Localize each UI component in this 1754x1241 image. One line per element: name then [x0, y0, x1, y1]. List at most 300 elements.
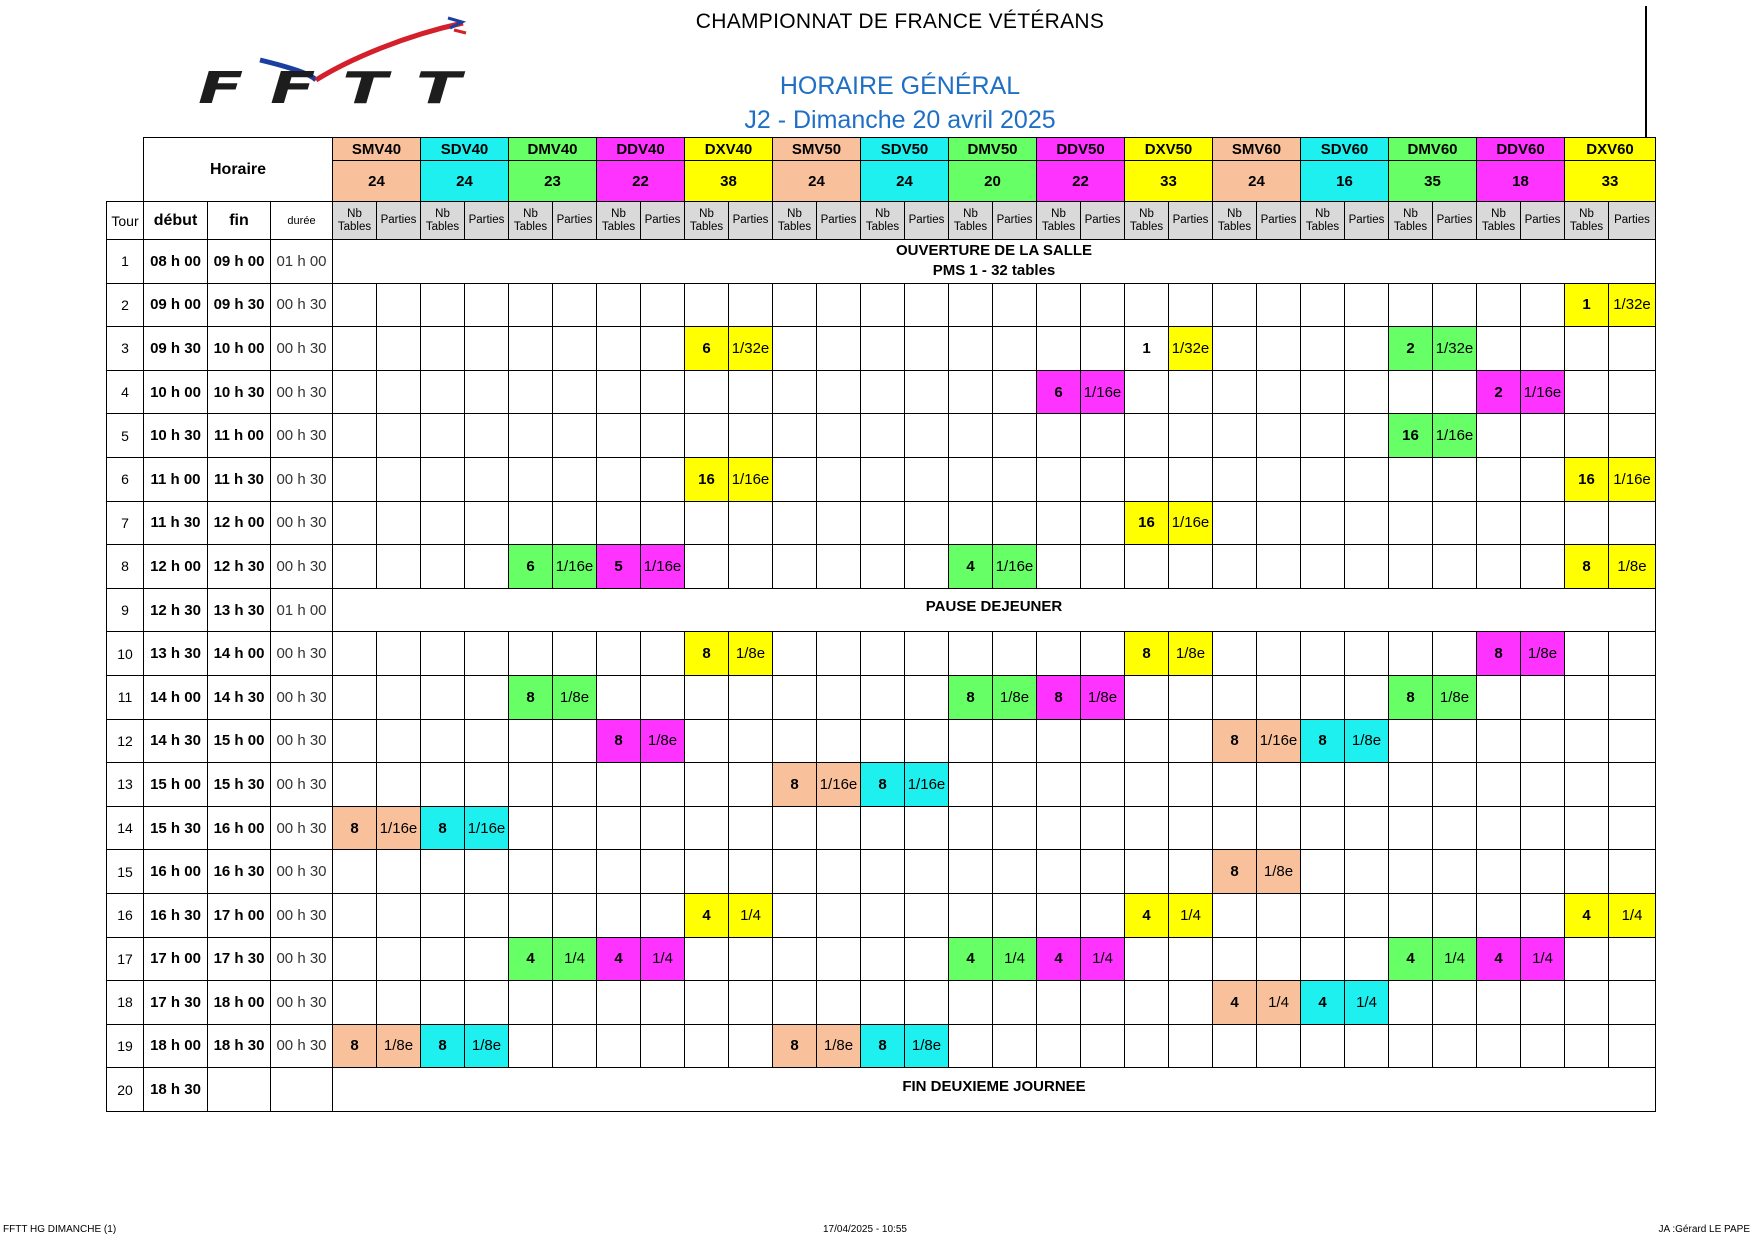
tour-number: 11 — [107, 675, 144, 719]
phase-cell — [993, 1024, 1037, 1068]
phase-cell — [1257, 1024, 1301, 1068]
duration: 00 h 30 — [271, 981, 333, 1025]
phase-cell — [465, 937, 509, 981]
duration — [271, 1068, 333, 1112]
phase-cell: 1/8e — [1609, 545, 1656, 589]
nb-tables-cell — [421, 937, 465, 981]
tour-number: 4 — [107, 370, 144, 414]
nb-tables-cell — [333, 893, 377, 937]
nb-tables-cell — [597, 893, 641, 937]
nb-tables-cell — [685, 283, 729, 327]
nb-tables-cell — [949, 981, 993, 1025]
phase-cell — [1257, 327, 1301, 371]
phase-cell — [1345, 937, 1389, 981]
nb-tables-cell — [1565, 1024, 1609, 1068]
special-event — [333, 588, 1656, 632]
phase-cell — [641, 457, 685, 501]
category-sdv50: SDV50 — [861, 138, 949, 161]
phase-cell — [1345, 545, 1389, 589]
phase-cell — [817, 545, 861, 589]
nb-tables-cell: 8 — [1125, 632, 1169, 676]
nb-tables-cell — [1301, 283, 1345, 327]
phase-cell — [1169, 283, 1213, 327]
nb-tables-cell: 8 — [1389, 675, 1433, 719]
phase-cell — [817, 675, 861, 719]
nb-tables-cell: 8 — [421, 1024, 465, 1068]
phase-cell — [377, 937, 421, 981]
phase-cell — [905, 545, 949, 589]
phase-cell: 1/8e — [641, 719, 685, 763]
nb-tables-cell — [509, 457, 553, 501]
special-event — [333, 1068, 1656, 1112]
nb-tables-cell — [509, 719, 553, 763]
nb-tables-cell: 4 — [1301, 981, 1345, 1025]
nb-tables-cell — [333, 937, 377, 981]
nb-tables-cell: 8 — [685, 632, 729, 676]
duration: 00 h 30 — [271, 457, 333, 501]
phase-cell — [1081, 806, 1125, 850]
category-ddv50: DDV50 — [1037, 138, 1125, 161]
schedule-row — [107, 675, 1656, 719]
nb-tables-cell — [1389, 1024, 1433, 1068]
sub-header-nb-tables: Nb Tables — [597, 202, 641, 240]
sub-header-parties: Parties — [1081, 202, 1125, 240]
phase-cell: 1/16e — [465, 806, 509, 850]
sub-header-nb-tables: Nb Tables — [773, 202, 817, 240]
phase-cell — [465, 327, 509, 371]
nb-tables-cell — [773, 501, 817, 545]
nb-tables-cell: 4 — [1477, 937, 1521, 981]
phase-cell — [1169, 1024, 1213, 1068]
nb-tables-cell — [333, 675, 377, 719]
special-event-label: FIN DEUXIEME JOURNEE — [902, 1077, 1086, 1095]
fin-header: fin — [208, 202, 271, 240]
blank-corner — [107, 138, 144, 202]
nb-tables-cell — [509, 806, 553, 850]
phase-cell — [905, 719, 949, 763]
phase-cell — [1345, 327, 1389, 371]
phase-cell — [1257, 545, 1301, 589]
phase-cell — [905, 501, 949, 545]
nb-tables-cell — [1125, 457, 1169, 501]
nb-tables-cell — [773, 893, 817, 937]
phase-cell — [1609, 675, 1656, 719]
fftt-logo — [198, 8, 498, 106]
nb-tables-cell — [1125, 763, 1169, 807]
phase-cell — [1169, 457, 1213, 501]
nb-tables-cell — [773, 327, 817, 371]
phase-cell — [1081, 632, 1125, 676]
phase-cell — [1345, 850, 1389, 894]
nb-tables-cell — [1213, 283, 1257, 327]
nb-tables-cell: 1 — [1125, 327, 1169, 371]
phase-cell — [729, 545, 773, 589]
phase-cell — [641, 632, 685, 676]
start-time: 15 h 30 — [144, 806, 208, 850]
special-event-label: OUVERTURE DE LA SALLE — [895, 242, 1093, 260]
championship-title: CHAMPIONNAT DE FRANCE VÉTÉRANS — [695, 10, 1105, 33]
nb-tables-cell — [949, 850, 993, 894]
nb-tables-cell — [509, 893, 553, 937]
nb-tables-cell — [685, 719, 729, 763]
nb-tables-cell: 8 — [949, 675, 993, 719]
schedule-row — [107, 457, 1656, 501]
phase-cell: 1/4 — [1521, 937, 1565, 981]
phase-cell — [553, 370, 597, 414]
nb-tables-cell: 16 — [1565, 457, 1609, 501]
nb-tables-cell — [773, 545, 817, 589]
nb-tables-cell — [421, 893, 465, 937]
nb-tables-cell: 8 — [1565, 545, 1609, 589]
nb-tables-cell — [1565, 327, 1609, 371]
nb-tables-cell — [1213, 937, 1257, 981]
nb-tables-cell — [1389, 283, 1433, 327]
phase-cell — [1081, 850, 1125, 894]
schedule-row — [107, 806, 1656, 850]
phase-cell — [377, 675, 421, 719]
tour-number: 18 — [107, 981, 144, 1025]
end-time: 18 h 00 — [208, 981, 271, 1025]
phase-cell: 1/4 — [1081, 937, 1125, 981]
nb-tables-cell — [1213, 327, 1257, 371]
end-time: 17 h 00 — [208, 893, 271, 937]
nb-tables-cell — [1477, 327, 1521, 371]
phase-cell — [905, 675, 949, 719]
nb-tables-cell — [421, 327, 465, 371]
nb-tables-cell — [421, 763, 465, 807]
start-time: 14 h 30 — [144, 719, 208, 763]
nb-tables-cell — [1125, 675, 1169, 719]
sub-header-nb-tables: Nb Tables — [861, 202, 905, 240]
nb-tables-cell — [1125, 370, 1169, 414]
phase-cell — [1257, 937, 1301, 981]
phase-cell — [905, 327, 949, 371]
nb-tables-cell — [509, 283, 553, 327]
tour-number: 9 — [107, 588, 144, 632]
sub-header-parties: Parties — [377, 202, 421, 240]
phase-cell: 1/4 — [729, 893, 773, 937]
nb-tables-cell — [685, 414, 729, 458]
nb-tables-cell — [333, 327, 377, 371]
phase-cell — [377, 719, 421, 763]
category-count-dxv40: 38 — [685, 161, 773, 202]
phase-cell — [817, 981, 861, 1025]
nb-tables-cell — [1037, 414, 1081, 458]
schedule-row — [107, 981, 1656, 1025]
nb-tables-cell — [1389, 457, 1433, 501]
start-time: 08 h 00 — [144, 240, 208, 284]
nb-tables-cell — [597, 370, 641, 414]
phase-cell — [1521, 545, 1565, 589]
phase-cell — [817, 937, 861, 981]
debut-header: début — [144, 202, 208, 240]
phase-cell: 1/4 — [641, 937, 685, 981]
phase-cell — [1521, 1024, 1565, 1068]
start-time: 16 h 00 — [144, 850, 208, 894]
duration: 00 h 30 — [271, 675, 333, 719]
phase-cell — [1609, 850, 1656, 894]
tour-number: 8 — [107, 545, 144, 589]
nb-tables-cell — [597, 1024, 641, 1068]
nb-tables-cell — [773, 370, 817, 414]
start-time: 18 h 00 — [144, 1024, 208, 1068]
phase-cell — [553, 981, 597, 1025]
phase-cell — [1081, 501, 1125, 545]
nb-tables-cell: 6 — [1037, 370, 1081, 414]
phase-cell: 1/8e — [993, 675, 1037, 719]
phase-cell — [993, 501, 1037, 545]
nb-tables-cell: 5 — [597, 545, 641, 589]
phase-cell — [553, 501, 597, 545]
nb-tables-cell — [861, 850, 905, 894]
nb-tables-cell — [861, 675, 905, 719]
right-border-line — [1645, 6, 1647, 138]
sub-header-nb-tables: Nb Tables — [1301, 202, 1345, 240]
nb-tables-cell: 8 — [509, 675, 553, 719]
schedule-row — [107, 327, 1656, 371]
nb-tables-cell — [421, 545, 465, 589]
nb-tables-cell: 4 — [1125, 893, 1169, 937]
end-time: 16 h 00 — [208, 806, 271, 850]
phase-cell — [1521, 327, 1565, 371]
phase-cell — [729, 937, 773, 981]
phase-cell: 1/4 — [1433, 937, 1477, 981]
nb-tables-cell — [1477, 283, 1521, 327]
nb-tables-cell — [1125, 1024, 1169, 1068]
nb-tables-cell — [333, 501, 377, 545]
phase-cell — [641, 1024, 685, 1068]
tour-number: 12 — [107, 719, 144, 763]
category-dmv50: DMV50 — [949, 138, 1037, 161]
nb-tables-cell — [949, 327, 993, 371]
tour-number: 17 — [107, 937, 144, 981]
nb-tables-cell — [509, 1024, 553, 1068]
phase-cell — [1433, 719, 1477, 763]
nb-tables-cell — [685, 937, 729, 981]
phase-cell — [993, 414, 1037, 458]
schedule-row — [107, 763, 1656, 807]
phase-cell — [729, 719, 773, 763]
sub-header-nb-tables: Nb Tables — [1213, 202, 1257, 240]
nb-tables-cell — [685, 1024, 729, 1068]
nb-tables-cell — [1389, 850, 1433, 894]
phase-cell — [729, 981, 773, 1025]
phase-cell — [465, 981, 509, 1025]
phase-cell — [1081, 763, 1125, 807]
tour-number: 19 — [107, 1024, 144, 1068]
schedule-row — [107, 501, 1656, 545]
nb-tables-cell — [861, 545, 905, 589]
nb-tables-cell: 16 — [1125, 501, 1169, 545]
phase-cell — [465, 850, 509, 894]
phase-cell — [1345, 457, 1389, 501]
nb-tables-cell — [597, 806, 641, 850]
duration: 00 h 30 — [271, 893, 333, 937]
nb-tables-cell — [421, 283, 465, 327]
tour-number: 15 — [107, 850, 144, 894]
nb-tables-cell — [1301, 632, 1345, 676]
phase-cell: 1/16e — [729, 457, 773, 501]
phase-cell — [1169, 806, 1213, 850]
nb-tables-cell: 8 — [1037, 675, 1081, 719]
phase-cell — [465, 632, 509, 676]
nb-tables-cell — [1389, 501, 1433, 545]
end-time: 17 h 30 — [208, 937, 271, 981]
phase-cell — [1433, 457, 1477, 501]
sub-header-nb-tables: Nb Tables — [1477, 202, 1521, 240]
nb-tables-cell — [1565, 675, 1609, 719]
sub-header-parties: Parties — [1345, 202, 1389, 240]
tour-number: 1 — [107, 240, 144, 284]
nb-tables-cell — [421, 501, 465, 545]
nb-tables-cell — [861, 981, 905, 1025]
phase-cell — [729, 806, 773, 850]
phase-cell — [905, 806, 949, 850]
category-count-ddv60: 18 — [1477, 161, 1565, 202]
nb-tables-cell — [861, 457, 905, 501]
start-time: 14 h 00 — [144, 675, 208, 719]
nb-tables-cell — [685, 501, 729, 545]
nb-tables-cell: 8 — [773, 1024, 817, 1068]
nb-tables-cell — [1565, 370, 1609, 414]
phase-cell — [641, 850, 685, 894]
phase-cell — [1257, 763, 1301, 807]
nb-tables-cell — [1125, 545, 1169, 589]
phase-cell: 1/8e — [905, 1024, 949, 1068]
nb-tables-cell — [1477, 806, 1521, 850]
category-count-ddv40: 22 — [597, 161, 685, 202]
nb-tables-cell — [685, 370, 729, 414]
nb-tables-cell — [1125, 283, 1169, 327]
phase-cell — [817, 283, 861, 327]
sub-header-parties: Parties — [465, 202, 509, 240]
sub-header-row — [107, 202, 1656, 240]
sub-header-parties: Parties — [641, 202, 685, 240]
nb-tables-cell — [1301, 414, 1345, 458]
phase-cell — [377, 850, 421, 894]
sub-header-nb-tables: Nb Tables — [1565, 202, 1609, 240]
sub-header-nb-tables: Nb Tables — [421, 202, 465, 240]
nb-tables-cell — [333, 283, 377, 327]
nb-tables-cell — [333, 719, 377, 763]
phase-cell — [1169, 719, 1213, 763]
nb-tables-cell — [509, 763, 553, 807]
nb-tables-cell — [1565, 981, 1609, 1025]
end-time: 11 h 30 — [208, 457, 271, 501]
nb-tables-cell — [861, 937, 905, 981]
phase-cell — [553, 327, 597, 371]
category-ddv40: DDV40 — [597, 138, 685, 161]
nb-tables-cell — [949, 457, 993, 501]
phase-cell — [729, 1024, 773, 1068]
nb-tables-cell: 4 — [509, 937, 553, 981]
phase-cell: 1/16e — [553, 545, 597, 589]
nb-tables-cell — [1477, 763, 1521, 807]
nb-tables-cell: 8 — [861, 1024, 905, 1068]
phase-cell — [377, 501, 421, 545]
duration: 00 h 30 — [271, 850, 333, 894]
tour-header: Tour — [107, 202, 144, 240]
page-date: J2 - Dimanche 20 avril 2025 — [744, 106, 1056, 134]
duration: 00 h 30 — [271, 719, 333, 763]
phase-cell — [465, 457, 509, 501]
nb-tables-cell: 8 — [1213, 719, 1257, 763]
end-time: 09 h 30 — [208, 283, 271, 327]
phase-cell: 1/32e — [729, 327, 773, 371]
nb-tables-cell: 8 — [421, 806, 465, 850]
phase-cell — [377, 545, 421, 589]
end-time: 15 h 00 — [208, 719, 271, 763]
duration: 00 h 30 — [271, 763, 333, 807]
nb-tables-cell — [1037, 763, 1081, 807]
nb-tables-cell — [421, 675, 465, 719]
phase-cell — [993, 719, 1037, 763]
phase-cell — [465, 675, 509, 719]
phase-cell — [1521, 763, 1565, 807]
end-time: 14 h 30 — [208, 675, 271, 719]
nb-tables-cell: 6 — [509, 545, 553, 589]
nb-tables-cell — [1389, 806, 1433, 850]
phase-cell — [641, 675, 685, 719]
nb-tables-cell: 4 — [1037, 937, 1081, 981]
phase-cell — [1257, 501, 1301, 545]
end-time: 11 h 00 — [208, 414, 271, 458]
nb-tables-cell — [421, 850, 465, 894]
phase-cell — [465, 501, 509, 545]
schedule-row — [107, 850, 1656, 894]
sub-header-parties: Parties — [1433, 202, 1477, 240]
nb-tables-cell — [1301, 893, 1345, 937]
sub-header-parties: Parties — [1521, 202, 1565, 240]
start-time: 13 h 30 — [144, 632, 208, 676]
phase-cell — [1433, 981, 1477, 1025]
nb-tables-cell — [1565, 501, 1609, 545]
phase-cell: 1/8e — [1081, 675, 1125, 719]
nb-tables-cell — [773, 414, 817, 458]
phase-cell — [377, 981, 421, 1025]
phase-cell: 1/32e — [1609, 283, 1656, 327]
nb-tables-cell — [1037, 283, 1081, 327]
phase-cell — [817, 370, 861, 414]
phase-cell — [1609, 937, 1656, 981]
nb-tables-cell — [1213, 675, 1257, 719]
phase-cell — [1081, 893, 1125, 937]
phase-cell — [1433, 763, 1477, 807]
phase-cell — [1433, 1024, 1477, 1068]
nb-tables-cell: 8 — [861, 763, 905, 807]
phase-cell — [1521, 501, 1565, 545]
phase-cell — [817, 414, 861, 458]
phase-cell — [1345, 893, 1389, 937]
phase-cell — [553, 1024, 597, 1068]
phase-cell — [1433, 893, 1477, 937]
phase-cell — [377, 414, 421, 458]
nb-tables-cell — [1213, 370, 1257, 414]
tour-number: 16 — [107, 893, 144, 937]
phase-cell: 1/8e — [817, 1024, 861, 1068]
nb-tables-cell — [421, 457, 465, 501]
phase-cell: 1/8e — [465, 1024, 509, 1068]
phase-cell — [553, 283, 597, 327]
start-time: 11 h 30 — [144, 501, 208, 545]
phase-cell — [1345, 501, 1389, 545]
nb-tables-cell — [421, 632, 465, 676]
sub-header-nb-tables: Nb Tables — [333, 202, 377, 240]
phase-cell — [1345, 370, 1389, 414]
phase-cell — [1257, 632, 1301, 676]
category-dmv40: DMV40 — [509, 138, 597, 161]
phase-cell — [993, 457, 1037, 501]
